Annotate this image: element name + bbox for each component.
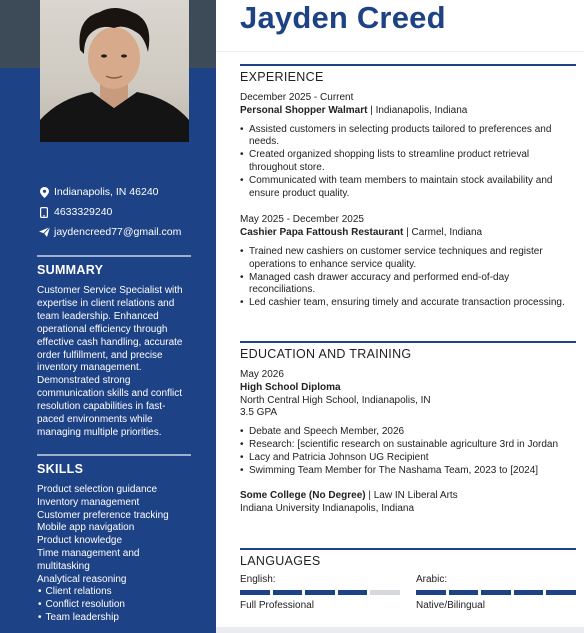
proficiency-segment [273, 590, 303, 595]
contact-phone [37, 202, 207, 222]
proficiency-segment [338, 590, 368, 595]
job-bullet: • Assisted customers in selecting products tailored to preferences and needs. [240, 124, 576, 150]
experience-title: EXPERIENCE [240, 70, 324, 84]
education-bullet: • Debate and Speech Member, 2026 [240, 426, 576, 439]
skills-section [37, 454, 191, 625]
education-title: EDUCATION AND TRAINING [240, 347, 412, 361]
skill-item: Inventory management [37, 496, 140, 508]
profile-photo [40, 0, 189, 142]
summary-title: SUMMARY [37, 263, 104, 277]
job-bullet: • Led cashier team, ensuring timely and accurate transaction processing. [240, 297, 576, 310]
proficiency-segment [546, 590, 576, 595]
education-divider [240, 341, 576, 343]
language-name: Arabic: [416, 574, 448, 585]
education-bullet: • Swimming Team Member for The Nashama Team, 2023 to [2024] [240, 465, 576, 478]
contact-info [37, 182, 207, 242]
skills-list [37, 484, 191, 625]
job-heading [240, 105, 576, 118]
language-proficiency-bar [416, 590, 576, 595]
phone-icon [37, 206, 51, 218]
proficiency-segment [449, 590, 479, 595]
language-level: Native/Bilingual [416, 600, 485, 611]
job-role: Personal Shopper Walmart [240, 104, 368, 116]
college-program: | Law IN Liberal Arts [365, 490, 458, 502]
proficiency-segment [481, 590, 511, 595]
summary-text: Customer Service Specialist with expertise in client relations and team leadership. Enhanced operational efficiency through effective cash handling, accurate order fulfillment, and precise inventory management. Demonstrated strong communication skills and conflict resolution capabilities in fast-paced environments while managing multiple priorities. [37, 285, 183, 438]
skill-item: Customer preference tracking [37, 509, 169, 521]
languages-divider [240, 548, 576, 550]
job-bullet: • Trained new cashiers on customer service techniques and register operations to enhance service quality. [240, 246, 576, 272]
contact-email [37, 222, 207, 242]
contact-location [37, 182, 207, 202]
language-name: English: [240, 574, 276, 585]
email-text[interactable]: jaydencreed77@gmail.com [54, 226, 182, 238]
job-place: | Indianapolis, Indiana [367, 104, 468, 116]
job-place: | Carmel, Indiana [403, 227, 483, 239]
job-bullet: • Communicated with team members to maintain stock availability and ensure product quality. [240, 175, 576, 201]
job-entry [240, 214, 576, 310]
proficiency-segment [416, 590, 446, 595]
languages-title: LANGUAGES [240, 554, 321, 568]
page-bottom-strip [216, 627, 584, 633]
job-entry [240, 92, 576, 200]
candidate-name: Jayden Creed [240, 0, 446, 35]
languages-section [240, 548, 576, 612]
job-role: Cashier Papa Fattoush Restaurant [240, 227, 404, 239]
skill-item: Product selection guidance [37, 484, 158, 495]
education-bullets [240, 426, 576, 477]
job-bullet: • Created organized shopping lists to streamline product retrieval throughout store. [240, 149, 576, 175]
skill-item: Time management and [37, 547, 140, 559]
languages-grid [240, 574, 576, 612]
skills-divider [37, 454, 191, 456]
proficiency-segment [240, 590, 270, 595]
sidebar [0, 0, 216, 633]
college-degree: Some College (No Degree) [240, 490, 366, 502]
education-school: North Central High School, Indianapolis, IN [240, 394, 431, 406]
education-bullet: • Lacy and Patricia Johnson UG Recipient [240, 452, 576, 465]
proficiency-segment [514, 590, 544, 595]
skill-item: Product knowledge [37, 535, 123, 547]
skill-bullet-item: • Client relations [37, 586, 191, 599]
header-divider [216, 51, 584, 52]
education-section [240, 341, 576, 516]
experience-section [240, 64, 576, 310]
job-dates: May 2025 - December 2025 [240, 214, 364, 226]
education-gpa: 3.5 GPA [240, 407, 278, 419]
education-bullet: • Research: [scientific research on sustainable agriculture 3rd in Jordan [240, 439, 576, 452]
location-pin-icon [37, 186, 51, 198]
summary-divider [37, 255, 191, 257]
job-bullets [240, 124, 576, 201]
language-level: Full Professional [240, 600, 314, 611]
language-proficiency-bar [240, 590, 400, 595]
job-dates: December 2025 - Current [240, 92, 354, 103]
college-school: Indiana University Indianapolis, Indiana [240, 503, 414, 515]
skill-bullet-item: • Team leadership [37, 612, 191, 625]
summary-section [37, 255, 191, 440]
experience-divider [240, 64, 576, 66]
job-heading [240, 227, 576, 240]
skill-item: multitasking [37, 560, 90, 572]
job-bullets [240, 246, 576, 310]
job-bullet: • Managed cash drawer accuracy and performed end-of-day reconciliations. [240, 272, 576, 298]
proficiency-segment [305, 590, 335, 595]
location-text: Indianapolis, IN 46240 [54, 186, 159, 198]
education-degree: High School Diploma [240, 381, 341, 393]
phone-text: 4633329240 [54, 206, 113, 218]
proficiency-segment [370, 590, 400, 595]
skill-item: Mobile app navigation [37, 522, 135, 534]
skills-title: SKILLS [37, 462, 84, 476]
language-item [416, 574, 576, 612]
skill-item: Analytical reasoning [37, 573, 127, 585]
send-icon [37, 226, 51, 238]
skill-bullet-item: • Conflict resolution [37, 599, 191, 612]
language-item [240, 574, 400, 612]
college-heading [240, 490, 576, 503]
education-date: May 2026 [240, 369, 284, 380]
